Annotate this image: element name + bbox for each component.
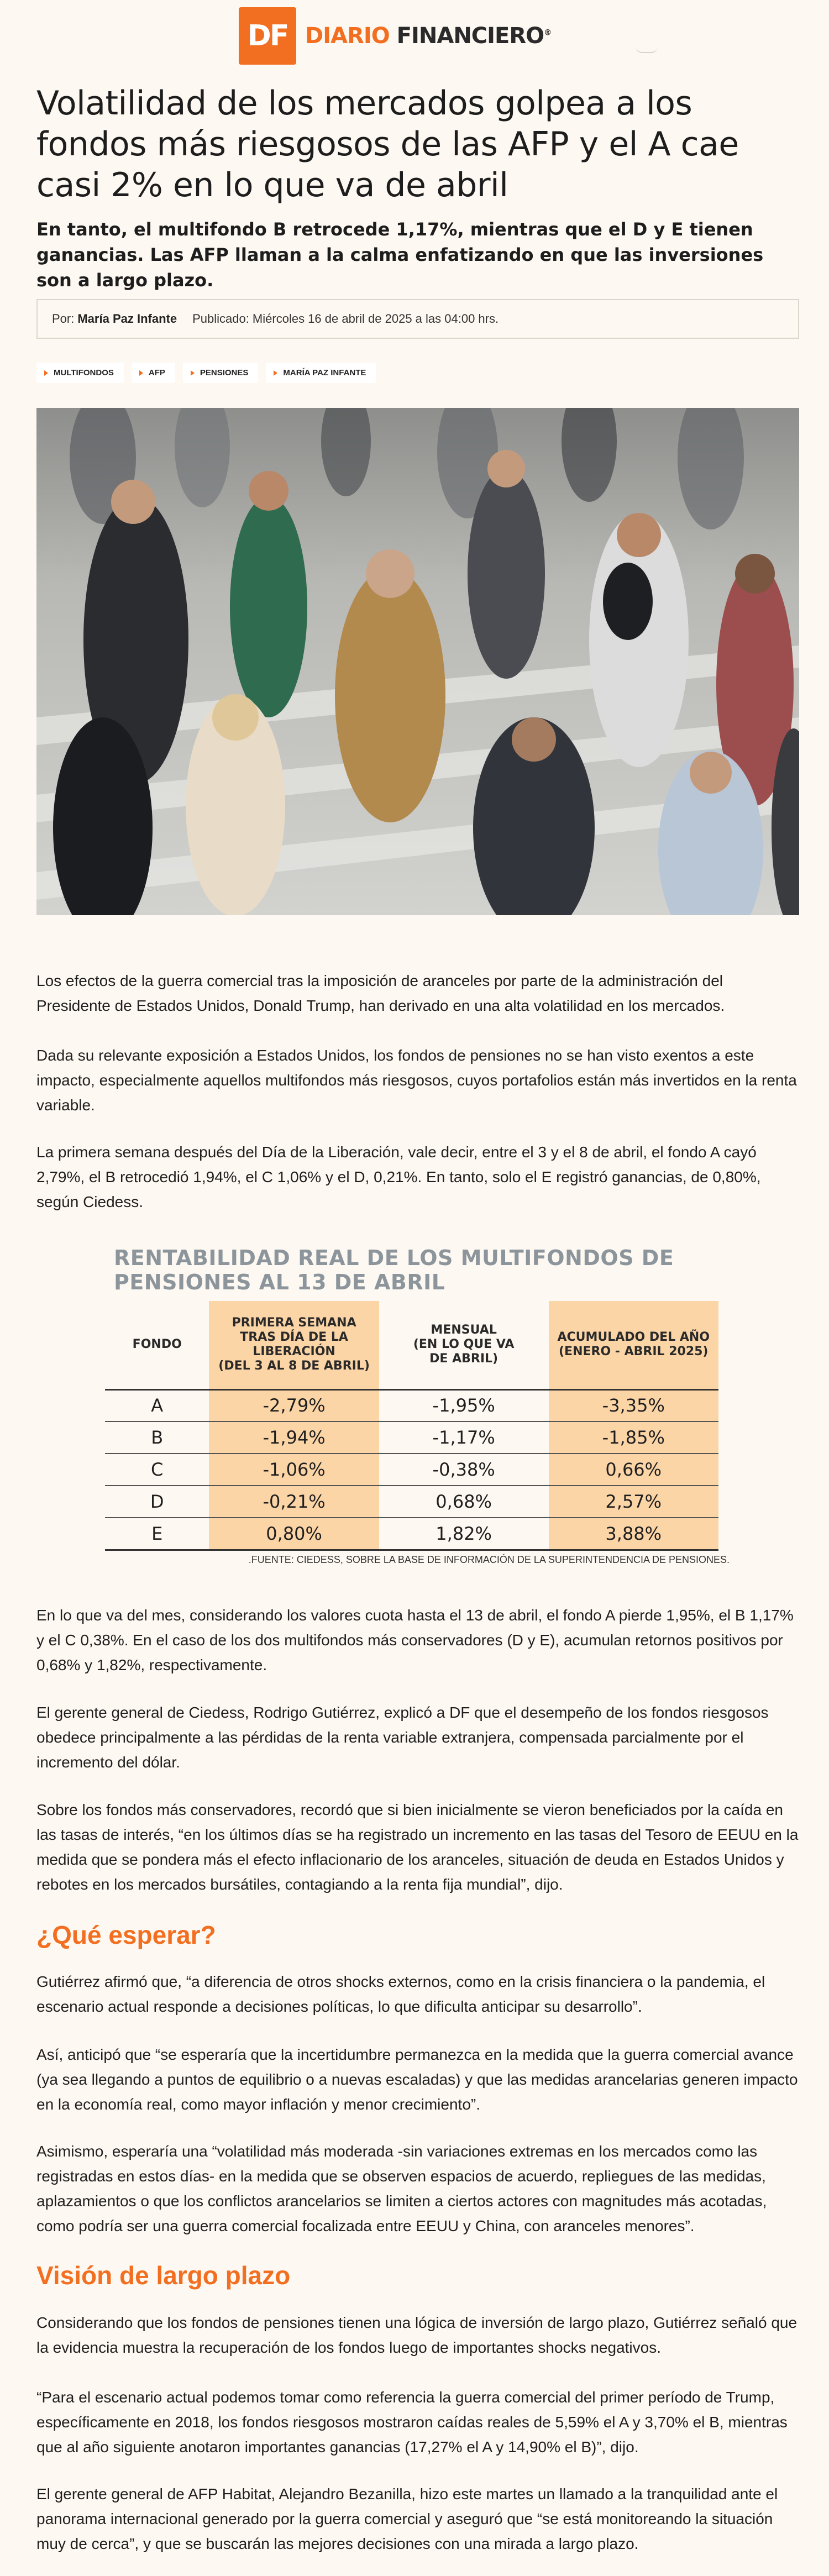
- cell-month: -0,38%: [379, 1454, 549, 1486]
- header-month: MENSUAL (EN LO QUE VA DE ABRIL): [413, 1323, 515, 1366]
- table-row: [105, 1486, 730, 1518]
- tag-author[interactable]: MARÍA PAZ INFANTE: [266, 363, 376, 383]
- logo-mark: DF: [239, 7, 296, 65]
- article-title: Volatilidad de los mercados golpea a los fondos más riesgosos de las AFP y el A cae casi 2% en lo que va de abril: [36, 84, 739, 204]
- cell-month: -1,17%: [379, 1421, 549, 1454]
- cell-month: 1,82%: [379, 1518, 549, 1550]
- cell-fondo: E: [105, 1518, 209, 1550]
- byline: [36, 299, 799, 339]
- cell-week: 0,80%: [209, 1518, 379, 1550]
- author-link[interactable]: María Paz Infante: [77, 312, 177, 326]
- table-title: RENTABILIDAD REAL DE LOS MULTIFONDOS DE PENSIONES AL 13 DE ABRIL: [114, 1246, 674, 1294]
- tag-bullet-icon: [139, 370, 143, 376]
- tag-list: [36, 363, 376, 383]
- paragraph: En lo que va del mes, considerando los valores cuota hasta el 13 de abril, el fondo A pierde 1,95%, el B 1,17% y el C 0,38%. En el caso de los dos multifondos más conservadores (D y E), acumulan retornos positivos por 0,68% y 1,82%, respectivamente.: [36, 1607, 794, 1673]
- tag-afp[interactable]: AFP: [132, 363, 175, 383]
- tag-bullet-icon: [44, 370, 48, 376]
- paragraph: Dada su relevante exposición a Estados Unidos, los fondos de pensiones no se han visto exentos a este impacto, especialmente aquellos multifondos más riesgosos, cuyos portafolios están más invertidos en la renta variable.: [36, 1047, 797, 1114]
- cell-year: -3,35%: [549, 1389, 718, 1421]
- section-heading: Visión de largo plazo: [36, 2261, 291, 2290]
- cell-week: -1,94%: [209, 1421, 379, 1454]
- crowd-photo: [36, 408, 799, 915]
- paragraph: “Para el escenario actual podemos tomar como referencia la guerra comercial del primer período de Trump, específicamente en 2018, los fondos riesgosos mostraron caídas reales de 5,59% el A y 3,70% el B, mientras que al año siguiente anotaron importantes ganancias (17,27% el A y 14,90% el B)”, dijo.: [36, 2389, 788, 2456]
- site-logo[interactable]: [239, 7, 551, 65]
- header-week: PRIMERA SEMANA TRAS DÍA DE LA LIBERACIÓN (DEL 3 AL 8 DE ABRIL): [209, 1301, 379, 1389]
- cell-week: -0,21%: [209, 1486, 379, 1518]
- table-spacer: [718, 1389, 730, 1421]
- table-row: [105, 1421, 730, 1454]
- returns-table-infographic: [105, 1246, 730, 1577]
- paragraph: Así, anticipó que “se esperaría que la incertidumbre permanezca en la medida que la guerra comercial avance (ya sea llegando a puntos de equilibrio o a nuevas escaladas) y que las medidas arancelarias generen impacto en la economía real, como mayor inflación y menor crecimiento”.: [36, 2046, 798, 2113]
- table-body: [105, 1389, 730, 1550]
- tag-multifondos[interactable]: MULTIFONDOS: [36, 363, 124, 383]
- paragraph: Asimismo, esperaría una “volatilidad más moderada -sin variaciones extremas en los mercados como las registradas en estos días- en la medida que se observen espacios de acuerdo, repliegues de las medidas, aplazamientos o que los conflictos arancelarios se limiten a ciertos actores con magnitudes más acotadas, como podría ser una guerra comercial focalizada entre EEUU y China, con aranceles menores”.: [36, 2143, 767, 2234]
- table-source: .FUENTE: CIEDESS, SOBRE LA BASE DE INFORMACIÓN DE LA SUPERINTENDENCIA DE PENSIONES.: [248, 1554, 730, 1565]
- cell-fondo: B: [105, 1421, 209, 1454]
- paragraph: El gerente general de AFP Habitat, Alejandro Bezanilla, hizo este martes un llamado a la tranquilidad ante el panorama internacional generado por la guerra comercial y aseguró que “se está monitoreando la situación muy de cerca”, y que se buscarán las mejores decisiones con una mirada a largo plazo.: [36, 2485, 778, 2552]
- table-row: [105, 1454, 730, 1486]
- paragraph: Los efectos de la guerra comercial tras la imposición de aranceles por parte de la administración del Presidente de Estados Unidos, Donald Trump, han derivado en una alta volatilidad en los mercados.: [36, 972, 725, 1014]
- paragraph: Considerando que los fondos de pensiones tienen una lógica de inversión de largo plazo, Gutiérrez señaló que la evidencia muestra la recuperación de los fondos luego de importantes shocks negativos.: [36, 2314, 797, 2356]
- article-lead: En tanto, el multifondo B retrocede 1,17%, mientras que el D y E tienen ganancias. Las AFP llaman a la calma enfatizando en que las inversiones son a largo plazo.: [36, 219, 764, 291]
- paragraph: Sobre los fondos más conservadores, recordó que si bien inicialmente se vieron beneficiados por la caída en las tasas de interés, “en los últimos días se ha registrado un incremento en las tasas del Tesoro de EEUU en la medida que se pondera más el efecto inflacionario de los aranceles, situación de deuda en Estados Unidos y rebotes en los mercados bursátiles, contagiando a la renta fija mundial”, dijo.: [36, 1801, 799, 1893]
- publish-date: Publicado: Miércoles 16 de abril de 2025 a las 04:00 hrs.: [192, 312, 499, 326]
- cell-year: 2,57%: [549, 1486, 718, 1518]
- tag-bullet-icon: [191, 370, 195, 376]
- hero-image: [36, 408, 799, 915]
- cell-month: 0,68%: [379, 1486, 549, 1518]
- cell-year: 0,66%: [549, 1454, 718, 1486]
- cell-month: -1,95%: [379, 1389, 549, 1421]
- cell-year: 3,88%: [549, 1518, 718, 1550]
- table-spacer: [718, 1486, 730, 1518]
- cell-fondo: A: [105, 1389, 209, 1421]
- returns-table: [105, 1301, 730, 1551]
- table-spacer: [718, 1454, 730, 1486]
- cell-week: -1,06%: [209, 1454, 379, 1486]
- header-fondo: FONDO: [132, 1337, 182, 1352]
- table-spacer: [718, 1301, 730, 1389]
- site-header: [0, 0, 829, 71]
- header-year: ACUMULADO DEL AÑO (ENERO - ABRIL 2025): [549, 1301, 718, 1389]
- cell-week: -2,79%: [209, 1389, 379, 1421]
- byline-label: Por:: [52, 312, 75, 326]
- table-spacer: [718, 1421, 730, 1454]
- table-spacer: [718, 1518, 730, 1550]
- logo-wordmark: DIARIO FINANCIERO®: [305, 23, 552, 49]
- cell-year: -1,85%: [549, 1421, 718, 1454]
- paragraph: La primera semana después del Día de la Liberación, vale decir, entre el 3 y el 8 de abril, el fondo A cayó 2,79%, el B retrocedió 1,94%, el C 1,06% y el D, 0,21%. En tanto, solo el E registró ganancias, de 0,80%, según Ciedess.: [36, 1143, 761, 1210]
- table-row: [105, 1389, 730, 1421]
- paragraph: Gutiérrez afirmó que, “a diferencia de otros shocks externos, como en la crisis financiera o la pandemia, el escenario actual responde a decisiones políticas, lo que dificulta anticipar su desarrollo”.: [36, 1973, 765, 2015]
- cell-fondo: D: [105, 1486, 209, 1518]
- tag-bullet-icon: [274, 370, 277, 376]
- table-row: [105, 1518, 730, 1550]
- table-header-row: [105, 1301, 730, 1389]
- cell-fondo: C: [105, 1454, 209, 1486]
- header-decoration: [636, 41, 658, 53]
- section-heading: ¿Qué esperar?: [36, 1921, 216, 1949]
- paragraph: El gerente general de Ciedess, Rodrigo Gutiérrez, explicó a DF que el desempeño de los fondos riesgosos obedece principalmente a las pérdidas de la renta variable extranjera, compensada parcialmente por el incremento del dólar.: [36, 1704, 769, 1771]
- tag-pensiones[interactable]: PENSIONES: [183, 363, 259, 383]
